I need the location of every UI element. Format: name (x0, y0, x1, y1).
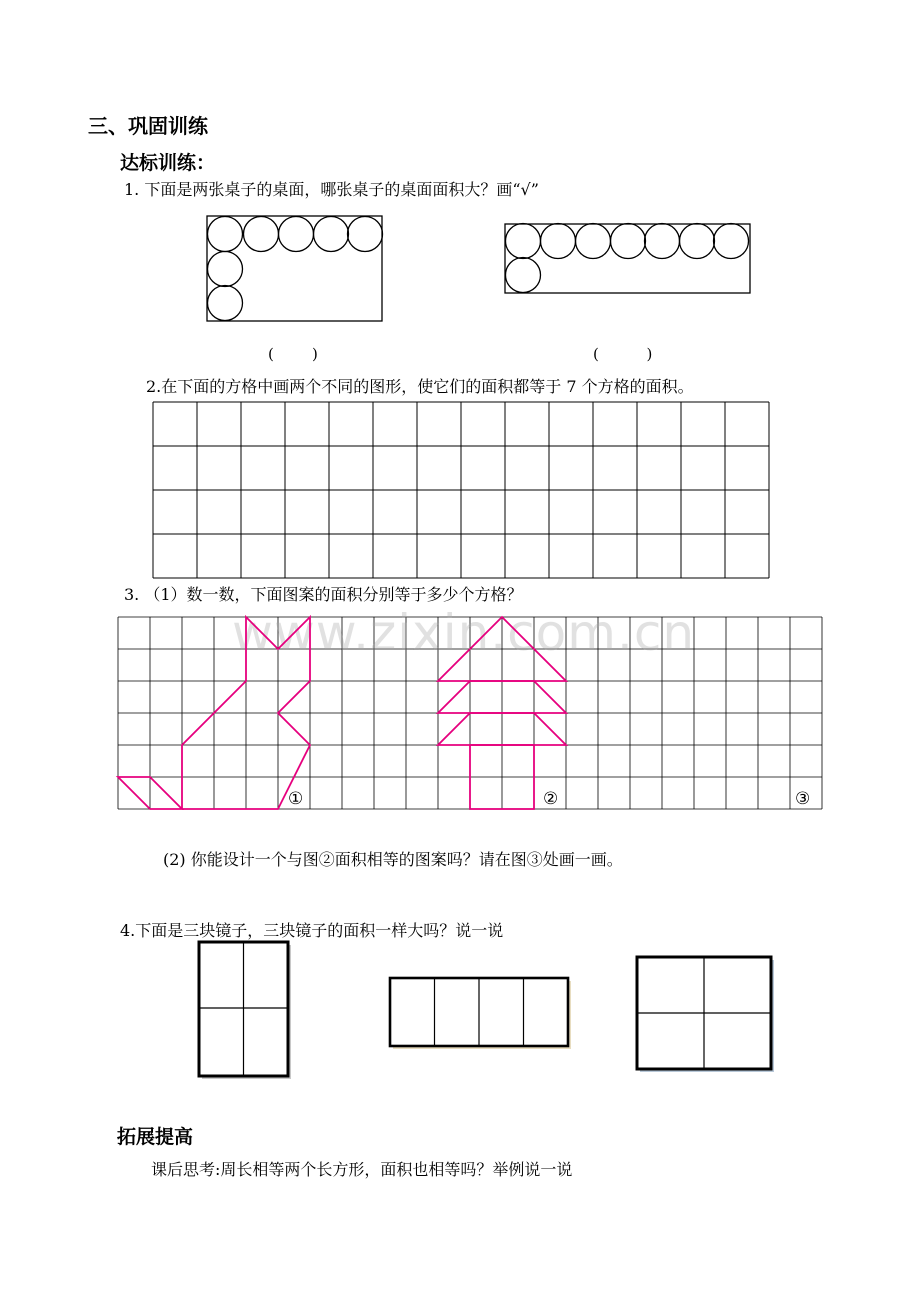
figure-1-label: ① (288, 789, 304, 809)
watermark: www.zixin.com.cn (232, 604, 696, 662)
question-3-text: 3. （1）数一数，下面图案的面积分别等于多少个方格？ (124, 585, 523, 604)
extension-title: 拓展提高 (117, 1126, 194, 1148)
question-1-text: 1. 下面是两张桌子的桌面，哪张桌子的桌面面积大？画“√” (124, 180, 539, 199)
question-3-part-2-text: (2) 你能设计一个与图②面积相等的图案吗？请在图③处画一画。 (163, 850, 623, 869)
extension-text: 课后思考:周长相等两个长方形，面积也相等吗？举例说一说 (151, 1160, 573, 1179)
figure-3-label: ③ (795, 789, 811, 809)
answer-blank-right[interactable]: ( ) (593, 345, 653, 363)
question-2-text: 2.在下面的方格中画两个不同的图形，使它们的面积都等于 7 个方格的面积。 (146, 377, 694, 396)
subsection-title: 达标训练： (120, 152, 216, 174)
figure-2-label: ② (543, 789, 559, 809)
question-4-text: 4.下面是三块镜子，三块镜子的面积一样大吗？说一说 (120, 921, 504, 940)
section-title: 三、巩固训练 (88, 114, 208, 138)
answer-blank-left[interactable]: ( ) (268, 345, 318, 363)
